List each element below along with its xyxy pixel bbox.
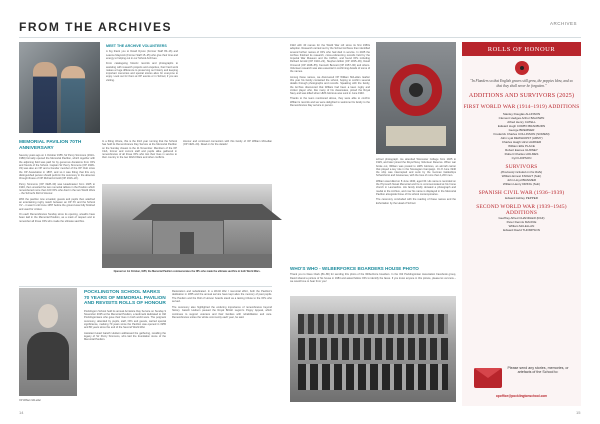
memorial-col5-text: school photograph. He attended Worcester College from 1925 to 1929, and later joined the Royal Navy Volunteer Reserve. When war broke out, William was posted to HMS Glorious, an aircraft carrier that played a key role in the Norwegian Campaign. On 8 June 1940 the ship was intercepted and sunk by the German battleships Scharnhorst and Gneisenau, with the loss of more than 1,200 men. bbox=[376, 158, 456, 178]
volunteers-photo bbox=[19, 42, 100, 133]
op-photo-wrap bbox=[19, 288, 81, 402]
contact-email-link[interactable]: opoffice@pocklingtonschool.com bbox=[495, 394, 548, 398]
memorial-para4: On each Remembrance Sunday since its opening, wreaths have been laid in the Memorial Pavilion, as a mark of respect and to remember all those OPs who made the ultimate sacrifice. bbox=[19, 212, 95, 223]
pavilion-caption bbox=[102, 270, 272, 273]
ww1-name: Frederick Charles COLLINSON (SOMEM) bbox=[493, 132, 550, 137]
memorial-col5b-text: William was killed on 8 June 1940, aged 30. His name is recorded on the Plymouth Naval Memorial and he is commemorated at his home church in Lancashire. His family kindly donated a photograph and medal to the Archive, and now his name is displayed in the Memorial Pavilion alongside those of his school contemporaries. bbox=[376, 179, 456, 196]
wilberforce-house-photo bbox=[290, 296, 456, 402]
ww2-name: Peter Dennis MACKIE bbox=[506, 220, 537, 225]
ww1-name: George BREMNER bbox=[508, 128, 535, 133]
contact-text: Please send any stories, memories, or artefacts of the School to: bbox=[507, 366, 569, 375]
rolls-banner-title: ROLLS OF HONOUR bbox=[487, 45, 556, 53]
lower-rule bbox=[19, 286, 272, 287]
memorial-col3-text: Honour and continued connection with this family of OP William McLellan (OP 1920–24). Read on for the details! bbox=[183, 140, 272, 147]
wreath-photo bbox=[376, 42, 456, 154]
ww1-name: Robert Eames GURNEY bbox=[505, 148, 538, 153]
header-section: ARCHIVES bbox=[550, 21, 578, 26]
header-title: FROM THE ARCHIVES bbox=[19, 20, 173, 34]
pocklington-section bbox=[84, 290, 166, 341]
memorial-para2: Percy Simmons (OP 1928–33) was Headmaster from 1925 to 1946, then unveiled the two memorial tablets in the Pavilion which remembered more than 100 OPs who died in the two World Wars – the School's Roll of Honour. bbox=[19, 182, 95, 196]
memorial-col2-text: In a fitting tribute, this is the third year running that the School has held its Remembrance Day Service at the Memorial Pavilion on the Sunday closest to the 11 November. Members of the OP Club, former and current staff and pupils alike gathered in remembrance of all those OPs who lost their lives in service to their country in the two World Wars and other conflicts. bbox=[102, 140, 177, 160]
volunteers-para1: A big thank you to David Dyson (Former Staff 80–16) and Leanne Maycock (Former Staff 15–25) who give their time and energy to helping out in our School Archives. bbox=[106, 50, 178, 60]
op-william-photo bbox=[19, 288, 77, 396]
additions-heading: ADDITIONS AND SURVIVORS (2025) bbox=[468, 93, 575, 100]
ww2-heading: SECOND WORLD WAR (1939–1945) ADDITIONS bbox=[476, 204, 567, 217]
survivor-name: William Henry DRING (Sub) bbox=[502, 182, 541, 187]
ww1-name: Stanley Douglas ALLINSON bbox=[502, 112, 541, 117]
rolls-banner bbox=[462, 42, 581, 56]
memorial-col4c-text: Thanks to the team mentioned above, they were able to confirm William's records and we were delighted to welcome his family to the Remembrance Day service in person. bbox=[290, 97, 370, 108]
wreath-plaque bbox=[386, 126, 446, 146]
ww1-name: Clement Hedges Arthur BALDWIN bbox=[498, 116, 545, 121]
ww1-name: Edward Hugh CORBY-BRADBURN bbox=[497, 124, 546, 129]
survivors-note: (Previously included on the Rolls) bbox=[500, 170, 543, 175]
envelope-flap bbox=[474, 368, 502, 378]
spain-name: Edward Ashley PEPPER bbox=[505, 196, 538, 201]
ww1-name: Cyril HOPSON bbox=[511, 156, 532, 161]
poppy-centre bbox=[520, 66, 524, 70]
volunteer-figure-left bbox=[33, 62, 57, 133]
whos-who-text: Thank you to Dave Clark (84–86) for sending this photo of the Wilberforce boarders. In the Old Pocklingtonian Association Facebook group, David shared a picture of his house in 1984 and asked fellow OPs to identify the faces. If you know anyone in this picture, please let us know – we would love to hear from you! bbox=[290, 273, 456, 283]
pocklington-col2 bbox=[172, 290, 272, 319]
envelope-icon bbox=[474, 368, 502, 388]
pocklington-para1: Pocklington School held its annual Armistice Day Service on Sunday 9 November 2025 at the Memorial Pavilion, a landmark dedicated to Old Pocklingtonians who gave their lives in both world wars. The poignant ceremony, attended by pupils, staff, OPs and guests, carried special significance, marking 70 years since the Pavilion was opened in 1955 and 80 years since the end of the Second World War. bbox=[84, 309, 166, 330]
ww2-name: Geoffrey Alfred CHANDLER (RAF) bbox=[498, 216, 545, 221]
memorial-col4b-text: Among these names, we discovered OP William McLellan. Earlier this year his family contacted the school, hoping to confirm several details through photographs and records. Speaking with the family, the Archive discovered that William had been a keen rugby and cricket player who, like many of his classmates, joined the Royal Navy and was killed when HMS Glorious was sunk in June 1940. bbox=[290, 75, 370, 96]
pocklington-col3-text: The ceremony also highlighted the enduring importance of remembrance beyond history. Gareth Hudson paused the Royal British Legion's Poppy Appeal, which continues to support veterans and their families with rehabilitation and care. Remembrance unites the whole community each year, he said. bbox=[172, 306, 272, 320]
ww1-names-list bbox=[462, 112, 581, 160]
memorial-para1: Seventy years ago on 1 October 1955, Sir Percy Simmons (1913–1980) formally opened the Memorial Pavilion, which together with the adjoining field was paid for by generous donations from OPs and friends of the School. Captain Sir Percy Simmons (OP 1928–33) was also an OP and a founder member of the OP Club since the OP Association in 1897, and so it was fitting that this very distinguished person should perform the ceremony in the absence through illness of OP Richard Arnold (OP 1916–22). bbox=[19, 154, 95, 181]
volunteers-heading: MEET THE ARCHIVE VOLUNTEERS bbox=[106, 44, 167, 48]
volunteers-para2: From cataloguing historic records and photographs to assisting with research projects and enquiries, their hard work makes a huge difference to preserving our history and keeping important memories and special stories alive for everyone to enjoy. Look out for them at OP events or in School, if you are visiting. bbox=[106, 62, 178, 82]
op-william-face bbox=[38, 304, 58, 328]
memorial-col5c-text: The ceremony concluded with the reading of these names and the Exhortation by the Head of School. bbox=[376, 198, 456, 205]
house-photo-row-2 bbox=[298, 338, 448, 360]
pavilion-roof bbox=[132, 204, 282, 220]
pavilion-caption-text: Opened on 1st October, 1955, the Memorial Pavilion commemorates the OPs who made the ultimate sacrifice in both World Wars. bbox=[113, 270, 261, 273]
poppy-icon bbox=[515, 61, 529, 75]
op-william-body bbox=[27, 332, 69, 380]
ww2-name: Edward David THOMPSON bbox=[503, 228, 540, 233]
whos-who-section bbox=[290, 266, 456, 283]
pocklington-col2-text: Restoration and rededicated. In a World War I memorial effort, both the Pavilion's dedication in 1955 and the annual service have kept alive the memory of past pupils. The Pavilion and the Roll of Honour boards stand as a lasting tribute to the OPs who served. bbox=[172, 290, 272, 303]
volunteer-figure-right bbox=[61, 66, 85, 133]
memorial-col4-text: 1922 with 40 names for the World War roll since its first 1950s adoption. Research carried out by the School Archives then identified several further names of OPs who had died in service. In 2025 the Archive finished its research, cross-referencing records held by the Imperial War Museum and the CWGC, and found OPs including Richard Arnold (OP 1916–22), Stephen Elliott (OP 1935–39), David Ormerod (OP 1948–55), Kenneth Bennett (OP 1957–60) and others. Volunteer research was also essential in confirming details of some of the names. bbox=[290, 44, 371, 74]
survivors-heading: SURVIVORS bbox=[505, 164, 538, 171]
ww1-name: John Lyal DEWHURST (ARMY) bbox=[500, 136, 543, 141]
memorial-col3 bbox=[183, 140, 272, 147]
memorial-para3: With the pavilion now unveiled, guests and pupils then watched an entertaining rugby match between an OP XV and the School XV – it wasn't until June 1957 before the ground was fully finished and used for cricket. bbox=[19, 197, 95, 211]
memorial-col2 bbox=[102, 140, 177, 160]
survivor-name: John Lloyd BRAIMER bbox=[506, 178, 536, 183]
ww1-name: William Ellis PLACE bbox=[508, 144, 535, 149]
ww1-name: Alfred Henry CATELL bbox=[507, 120, 536, 125]
page-number-left: 14 bbox=[19, 410, 24, 415]
pavilion-ground bbox=[102, 254, 272, 268]
ww2-name: William McLELLAN bbox=[508, 224, 535, 229]
op-william-caption: OP William McLellan bbox=[19, 399, 41, 402]
contact-box bbox=[470, 362, 573, 402]
wreath-centre bbox=[409, 83, 423, 97]
rolls-quote: "In Flanders so that English graves still grow, the poppies blow, and so that they shall never be forgotten." bbox=[470, 79, 573, 88]
ww1-name: Robert Charles HOLMES bbox=[504, 152, 539, 157]
house-photo-row-1 bbox=[298, 314, 448, 334]
volunteers-section bbox=[106, 44, 178, 82]
header-rule bbox=[19, 37, 581, 38]
spain-heading: SPANISH CIVIL WAR (1936–1939) bbox=[478, 190, 565, 197]
pocklington-para2: Assistant Head Gareth Hudson addressed the gathering, recalling the legacy of Sir Percy Simmons, who laid the foundation stone of the Memorial Pavilion. bbox=[84, 331, 166, 342]
memorial-heading: MEMORIAL PAVILION 70TH ANNIVERSARY bbox=[19, 140, 82, 151]
pocklington-heading: POCKLINGTON SCHOOL MARKS 70 YEARS OF MEMORIAL PAVILION AND REVISITS ROLLS OF HONOUR bbox=[84, 290, 166, 307]
ww1-heading: FIRST WORLD WAR (1914–1919) ADDITIONS bbox=[463, 104, 580, 111]
survivor-name: William Ernest KNIGHT (Sub) bbox=[501, 174, 542, 179]
memorial-col4 bbox=[290, 44, 370, 107]
rolls-sidebar bbox=[462, 42, 581, 406]
ww1-name: Charles Haigh Hirst HARKER bbox=[501, 140, 542, 145]
pavilion-historic-photo bbox=[102, 184, 272, 268]
whos-who-heading: WHO'S WHO - WILBERFORCE BOARDERS HOUSE PHOTO bbox=[290, 266, 419, 271]
memorial-section bbox=[19, 140, 95, 223]
memorial-col5 bbox=[376, 158, 456, 205]
page-number-right: 15 bbox=[576, 410, 581, 415]
house-photo-row-3 bbox=[298, 364, 448, 390]
pavilion-door bbox=[180, 232, 194, 254]
